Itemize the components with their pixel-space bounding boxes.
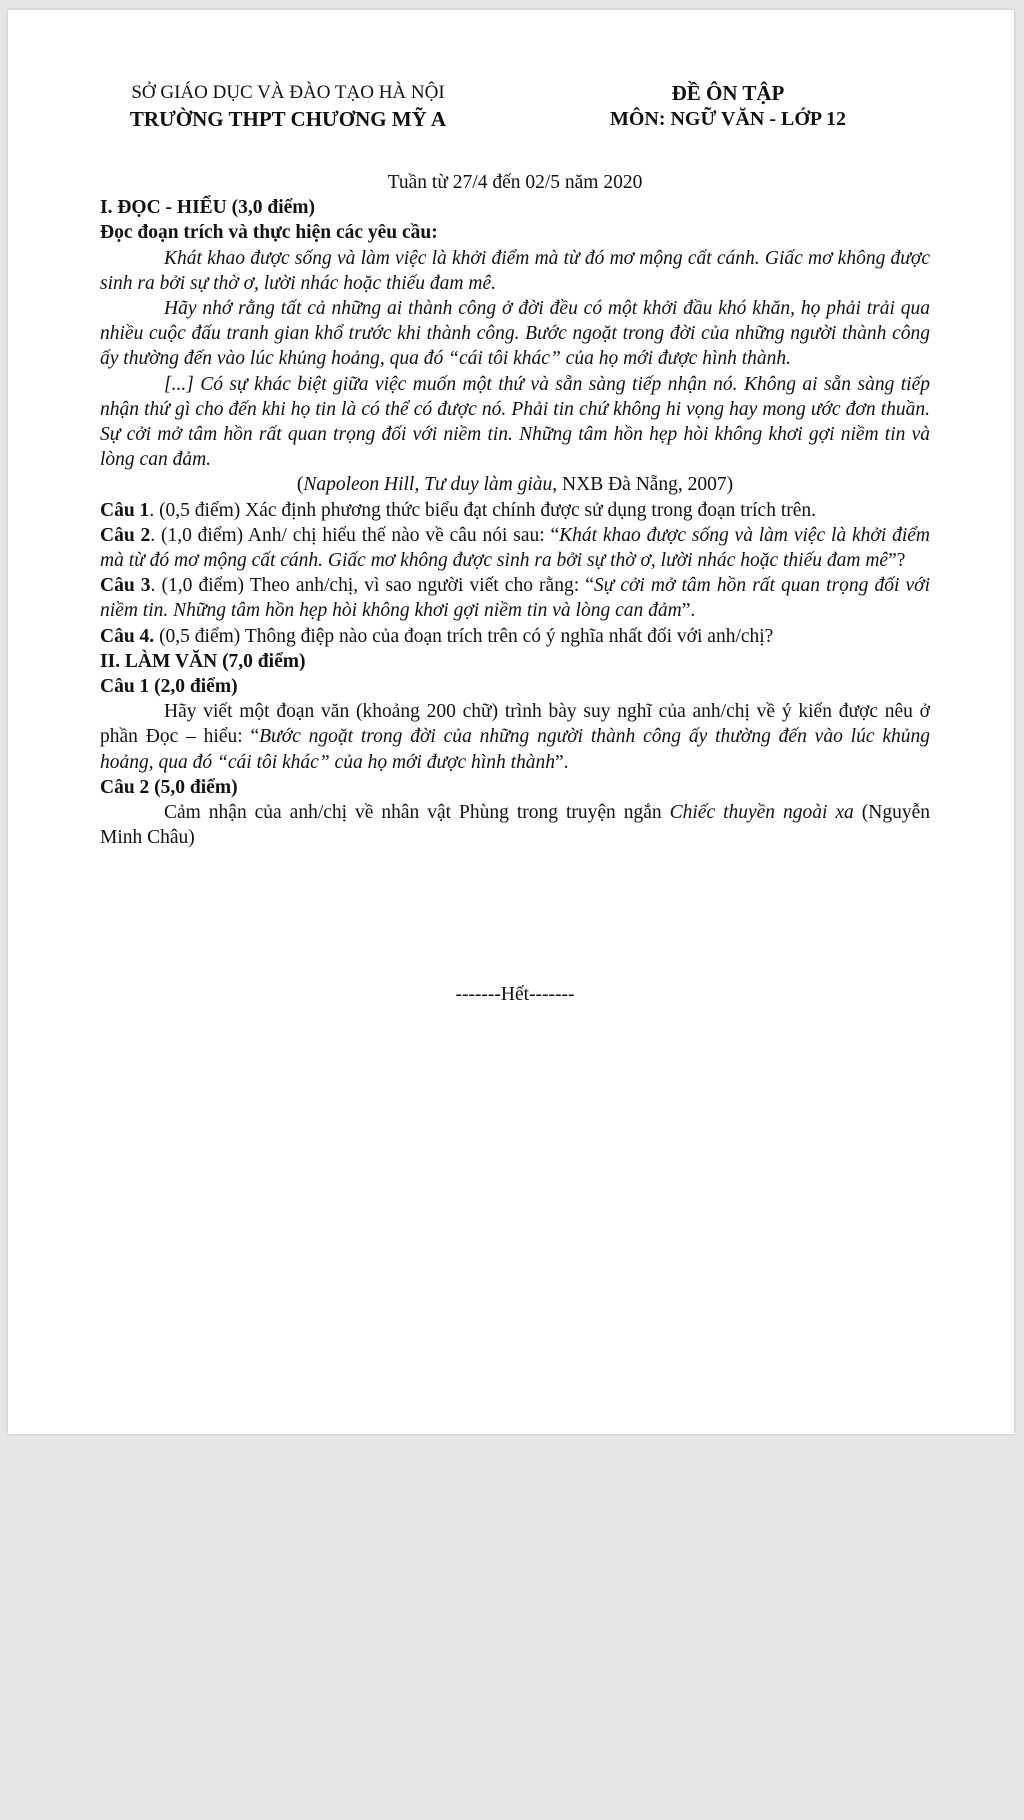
question-2 [100, 523, 930, 573]
essay-2-prompt [100, 800, 930, 850]
passage-paragraph-3: [...] Có sự khác biệt giữa việc muốn một thứ và sẵn sàng tiếp nhận nó. Không ai sẵn sàng tiếp nhận thứ gì cho đến khi họ tin là có thể có được nó. Phải tin chứ không hi vọng hay mong ước đơn thuần. Sự cởi mở tâm hồn rất quan trọng đối với niềm tin. Những tâm hồn hẹp hòi không khơi gợi niềm tin và lòng can đảm. [100, 373, 930, 471]
document-header [8, 80, 1014, 150]
question-2-end: ”? [888, 550, 906, 572]
school-name: TRƯỜNG THPT CHƯƠNG MỸ A [129, 107, 447, 131]
essay-2-text: Cảm nhận của anh/chị về nhân vật Phùng trong truyện ngắn [164, 802, 670, 824]
source-publisher: , NXB Đà Nẵng, 2007) [552, 474, 734, 496]
question-4-label: Câu 4. [100, 625, 155, 647]
passage-paragraph-2: Hãy nhớ rằng tất cả những ai thành công ở đời đều có một khởi đầu khó khăn, họ phải trải qua nhiều cuộc đấu tranh gian khổ trước khi thành công. Bước ngoặt trong đời của những người thành công ấy thường đến vào lúc khủng hoảng, qua đó “cái tôi khác” của họ mới được hình thành. [100, 298, 930, 370]
section1-instruction: Đọc đoạn trích và thực hiện các yêu cầu: [100, 222, 438, 244]
department-name: SỞ GIÁO DỤC VÀ ĐÀO TẠO HÀ NỘI [131, 82, 445, 103]
question-2-label: Câu 2 [100, 524, 151, 546]
source-author-title: Napoleon Hill, Tư duy làm giàu [303, 474, 553, 496]
section1-heading: I. ĐỌC - HIỂU (3,0 điểm) [100, 197, 316, 219]
question-1-text: . (0,5 điểm) Xác định phương thức biểu đạt chính được sử dụng trong đoạn trích trên. [149, 499, 817, 521]
essay-2-end: (Nguyễn Minh Châu) [100, 802, 930, 849]
essay-1-end: ”. [555, 751, 569, 773]
question-4 [100, 624, 930, 649]
essay-2-heading: Câu 2 (5,0 điểm) [100, 776, 238, 798]
question-3-end: ”. [681, 600, 696, 622]
essay-2-work-title: Chiếc thuyền ngoài xa [669, 802, 854, 824]
essay-1-text: Hãy viết một đoạn văn (khoảng 200 chữ) trình bày suy nghĩ của anh/chị về ý kiến được nêu ở phần Đọc – hiểu: “ [100, 701, 930, 748]
essay-1-heading: Câu 1 (2,0 điểm) [100, 676, 238, 698]
document-page [8, 10, 1014, 1434]
week-line: Tuần từ 27/4 đến 02/5 năm 2020 [387, 172, 643, 193]
exam-title: ĐỀ ÔN TẬP [671, 81, 785, 105]
question-1 [100, 498, 930, 523]
question-3-label: Câu 3 [100, 575, 151, 597]
question-2-text: . (1,0 điểm) Anh/ chị hiểu thế nào về câu nói sau: “ [150, 524, 560, 546]
source-open: ( [296, 474, 304, 496]
question-2-quote: Khát khao được sống và làm việc là khởi điểm mà từ đó mơ mộng cất cánh. Giấc mơ không được sinh ra bởi sự thờ ơ, lười nhác hoặc thiếu đam mê [100, 524, 930, 572]
question-1-label: Câu 1 [100, 499, 150, 521]
passage-source [100, 472, 930, 497]
document-body [100, 170, 930, 1008]
question-3-quote: Sự cởi mở tâm hồn rất quan trọng đối với niềm tin. Những tâm hồn hẹp hòi không khơi gợi niềm tin và lòng can đảm [100, 575, 930, 622]
essay-1-prompt [100, 699, 930, 775]
essay-1-quote: Bước ngoặt trong đời của những người thành công ấy thường đến vào lúc khủng hoảng, qua đó “cái tôi khác” của họ mới được hình thành [100, 726, 930, 773]
question-3-text: . (1,0 điểm) Theo anh/chị, vì sao người viết cho rằng: “ [150, 575, 594, 597]
subject-title: MÔN: NGỮ VĂN - LỚP 12 [609, 108, 847, 130]
section2-heading: II. LÀM VĂN (7,0 điểm) [100, 650, 306, 672]
passage-paragraph-1: Khát khao được sống và làm việc là khởi điểm mà từ đó mơ mộng cất cánh. Giấc mơ không được sinh ra bởi sự thờ ơ, lười nhác hoặc thiếu đam mê. [100, 247, 930, 294]
end-mark: -------Hết------- [455, 984, 575, 1006]
header-right [548, 80, 908, 132]
header-left [88, 80, 488, 132]
question-4-text: (0,5 điểm) Thông điệp nào của đoạn trích trên có ý nghĩa nhất đối với anh/chị? [154, 625, 774, 647]
question-3 [100, 573, 930, 623]
